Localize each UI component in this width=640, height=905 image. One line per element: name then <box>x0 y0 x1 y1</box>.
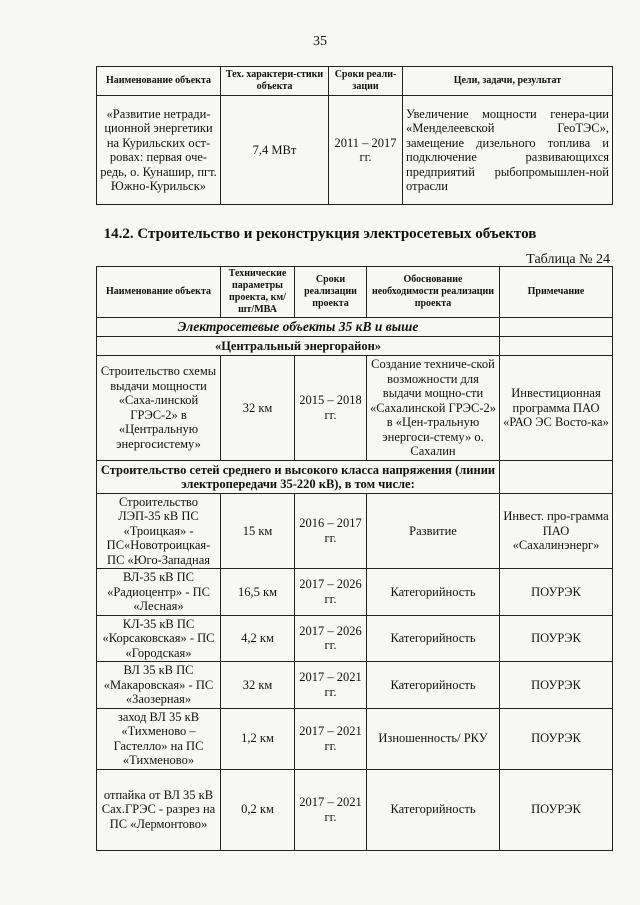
subsection-title: Строительство сетей среднего и высокого класса напряжения (линии электропередачи 35-220 кВ), в том числе: <box>97 460 500 493</box>
object-spec: 7,4 МВт <box>221 96 329 205</box>
table-row <box>97 493 613 569</box>
page-number: 35 <box>313 34 327 49</box>
object-name: «Развитие нетради-ционной энергетики на Курильских ост-ровах: первая оче-редь, о. Кунашир, пгт. Южно-Курильск» <box>97 96 221 205</box>
table-row <box>97 96 613 205</box>
header-name: Наименование объекта <box>97 267 221 318</box>
empty-cell <box>500 318 613 337</box>
section-row <box>97 318 613 337</box>
object-period: 2017 – 2021 гг. <box>295 662 367 709</box>
header-period: Сроки реализации проекта <box>295 267 367 318</box>
object-spec: 15 км <box>221 493 295 569</box>
region-title: «Центральный энергорайон» <box>97 337 500 356</box>
object-reason: Категорийность <box>367 615 500 662</box>
object-note: ПОУРЭК <box>500 615 613 662</box>
object-period: 2011 – 2017 гг. <box>329 96 403 205</box>
object-period: 2017 – 2026 гг. <box>295 569 367 616</box>
object-spec: 1,2 км <box>221 708 295 769</box>
object-period: 2016 – 2017 гг. <box>295 493 367 569</box>
header-note: Примечание <box>500 267 613 318</box>
object-note: ПОУРЭК <box>500 662 613 709</box>
table-row <box>97 356 613 461</box>
table-row <box>97 662 613 709</box>
object-note: ПОУРЭК <box>500 769 613 850</box>
section-row <box>97 460 613 493</box>
section-heading: 14.2. Строительство и реконструкция электросетевых объектов <box>103 226 537 242</box>
table-number: Таблица № 24 <box>526 252 610 267</box>
section-title: Электросетевые объекты 35 кВ и выше <box>97 318 500 337</box>
object-reason: Развитие <box>367 493 500 569</box>
object-name: ВЛ-35 кВ ПС «Радиоцентр» - ПС «Лесная» <box>97 569 221 616</box>
object-reason: Категорийность <box>367 569 500 616</box>
object-reason: Категорийность <box>367 662 500 709</box>
object-spec: 16,5 км <box>221 569 295 616</box>
object-period: 2017 – 2021 гг. <box>295 708 367 769</box>
object-name: Строительство ЛЭП-35 кВ ПС «Троицкая» - ПС«Новотроицкая- ПС «Юго-Западная <box>97 493 221 569</box>
object-goal: Увеличение мощности генера-ции «Менделеевской ГеоТЭС», замещение дизельного топлива и подключение развивающихся предприятий рыбопромышлен-ной отрасли <box>403 96 613 205</box>
table-header-row <box>97 267 613 318</box>
table-header-row <box>97 67 613 96</box>
object-spec: 0,2 км <box>221 769 295 850</box>
object-spec: 4,2 км <box>221 615 295 662</box>
table-row <box>97 615 613 662</box>
object-period: 2017 – 2021 гг. <box>295 769 367 850</box>
header-name: Наименование объекта <box>97 67 221 96</box>
object-note: Инвест. про-грамма ПАО «Сахалинэнерг» <box>500 493 613 569</box>
header-goal: Цели, задачи, результат <box>403 67 613 96</box>
grid-objects-table <box>96 266 613 851</box>
object-spec: 32 км <box>221 356 295 461</box>
object-name: КЛ-35 кВ ПС «Корсаковская» - ПС «Городская» <box>97 615 221 662</box>
header-spec: Тех. характери-стики объекта <box>221 67 329 96</box>
object-period: 2015 – 2018 гг. <box>295 356 367 461</box>
object-note: ПОУРЭК <box>500 569 613 616</box>
header-reason: Обоснование необходимости реализации проекта <box>367 267 500 318</box>
object-reason: Категорийность <box>367 769 500 850</box>
section-row <box>97 337 613 356</box>
object-name: ВЛ 35 кВ ПС «Макаровская» - ПС «Заозерная» <box>97 662 221 709</box>
object-reason: Создание техниче-ской возможности для выдачи мощно-сти «Сахалинской ГРЭС-2» в «Цен-тральную энергоси-стему» о. Сахалин <box>367 356 500 461</box>
object-note: Инвестиционная программа ПАО «РАО ЭС Восто-ка» <box>500 356 613 461</box>
table-row <box>97 569 613 616</box>
table-row <box>97 708 613 769</box>
object-note: ПОУРЭК <box>500 708 613 769</box>
table-row <box>97 769 613 850</box>
object-name: заход ВЛ 35 кВ «Тихменово – Гастелло» на ПС «Тихменово» <box>97 708 221 769</box>
object-name: отпайка от ВЛ 35 кВ Сах.ГРЭС - разрез на ПС «Лермонтово» <box>97 769 221 850</box>
empty-cell <box>500 460 613 493</box>
object-spec: 32 км <box>221 662 295 709</box>
empty-cell <box>500 337 613 356</box>
header-period: Сроки реали-зации <box>329 67 403 96</box>
objects-table-top <box>96 66 613 205</box>
object-reason: Изношенность/ РКУ <box>367 708 500 769</box>
object-period: 2017 – 2026 гг. <box>295 615 367 662</box>
header-spec: Технические параметры проекта, км/шт/МВА <box>221 267 295 318</box>
object-name: Строительство схемы выдачи мощности «Саха-линской ГРЭС-2» в «Центральную энергосистему» <box>97 356 221 461</box>
